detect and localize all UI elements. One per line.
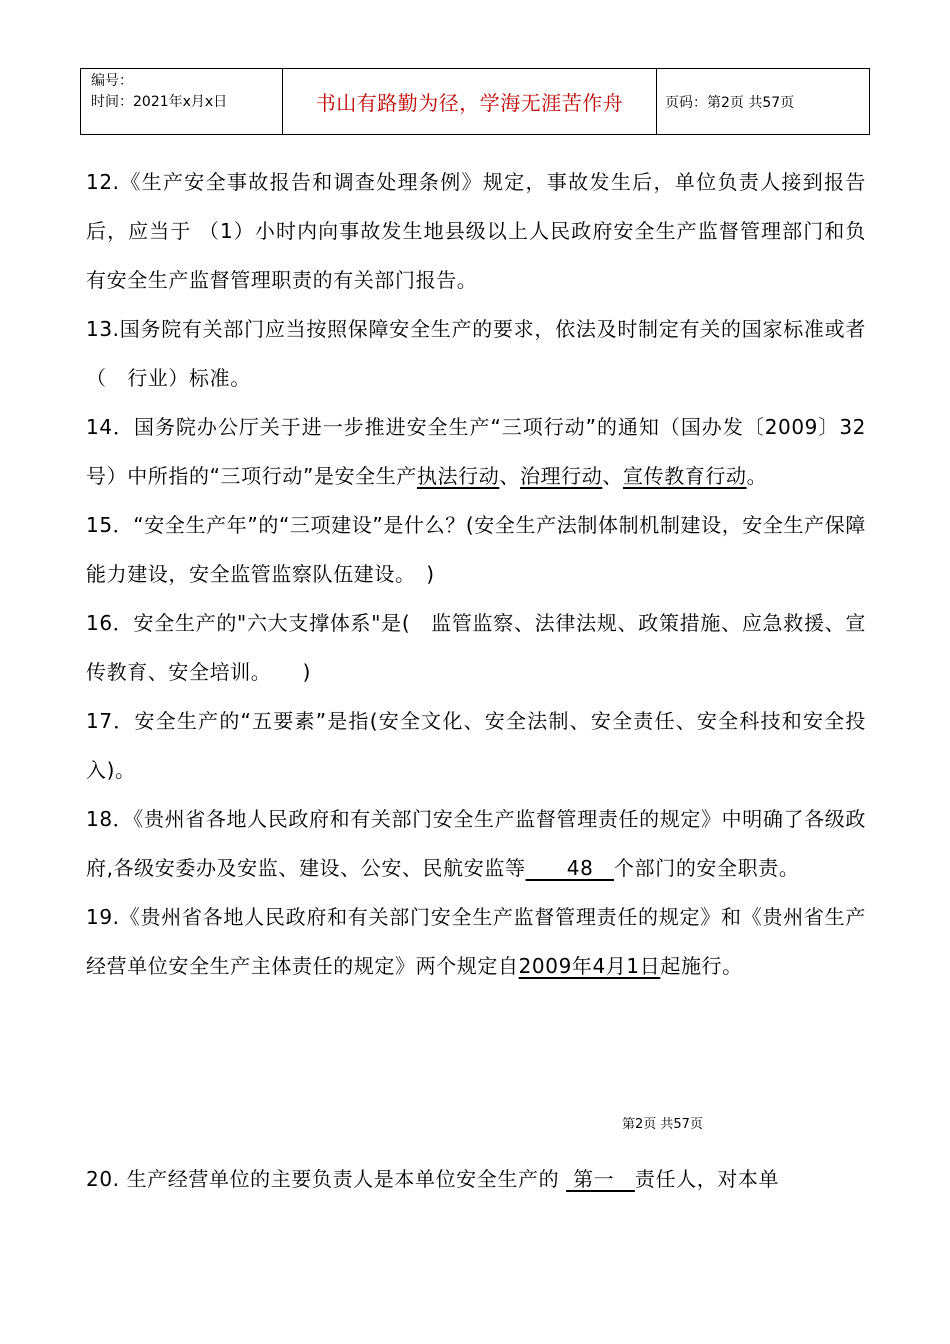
page-footer: 第2页 共57页 xyxy=(622,1117,703,1132)
question-20 xyxy=(86,1155,866,1204)
separator: 、 xyxy=(602,464,623,488)
question-16: 16．安全生产的"六大支撑体系"是( 监管监察、法律法规、政策措施、应急救援、宣传教育、安全培训。 ) xyxy=(86,611,866,684)
answer-effective-date: 2009年4月1日 xyxy=(518,954,661,978)
question-15: 15．“安全生产年”的“三项建设”是什么？(安全生产法制体制机制建设，安全生产保障能力建设，安全监管监察队伍建设。 ) xyxy=(86,513,866,586)
question-18-end: 个部门的安全职责。 xyxy=(614,856,800,880)
question-20-end: 责任人，对本单 xyxy=(634,1167,780,1191)
question-19-text: 19.《贵州省各地人民政府和有关部门安全生产监督管理责任的规定》和《贵州省生产经营单位安全生产主体责任的规定》两个规定自 xyxy=(86,905,866,978)
question-14 xyxy=(86,403,866,501)
motto: 书山有路勤为径，学海无涯苦作舟 xyxy=(283,69,657,134)
question-19 xyxy=(86,893,866,991)
question-18-text: 18．《贵州省各地人民政府和有关部门安全生产监督管理责任的规定》中明确了各级政府,各级安委办及安监、建设、公安、民航安监等 xyxy=(86,807,866,880)
answer-law-enforcement: 执法行动 xyxy=(416,464,500,488)
question-14-text: 14．国务院办公厅关于进一步推进安全生产“三项行动”的通知（国办发〔2009〕32号）中所指的“三项行动”是安全生产 xyxy=(86,415,866,488)
question-12: 12.《生产安全事故报告和调查处理条例》规定，事故发生后，单位负责人接到报告后，应当于 （1）小时内向事故发生地县级以上人民政府安全生产监督管理部门和负有安全生产监督管理职责的有关部门报告。 xyxy=(86,170,866,292)
question-20-text: 20. 生产经营单位的主要负责人是本单位安全生产的 xyxy=(86,1167,567,1191)
period: 。 xyxy=(746,464,768,488)
time-label: 时间：2021年x月x日 xyxy=(91,94,228,110)
answer-governance: 治理行动 xyxy=(519,464,603,488)
page-label: 页码：第2页 共57页 xyxy=(665,94,795,111)
number-label: 编号： xyxy=(91,73,133,89)
question-19-end: 起施行。 xyxy=(660,954,743,978)
header-table xyxy=(80,68,870,135)
separator: 、 xyxy=(499,464,520,488)
header-info-cell xyxy=(81,69,283,134)
answer-first-responsible: 第一 xyxy=(566,1167,635,1191)
question-18 xyxy=(86,795,866,893)
answer-department-count: 48 xyxy=(525,856,615,880)
document-body xyxy=(86,158,866,991)
question-17: 17．安全生产的“五要素”是指(安全文化、安全法制、安全责任、安全科技和安全投入)。 xyxy=(86,709,866,782)
question-13: 13.国务院有关部门应当按照保障安全生产的要求，依法及时制定有关的国家标准或者（ 行业）标准。 xyxy=(86,317,866,390)
answer-publicity-education: 宣传教育行动 xyxy=(622,464,747,488)
